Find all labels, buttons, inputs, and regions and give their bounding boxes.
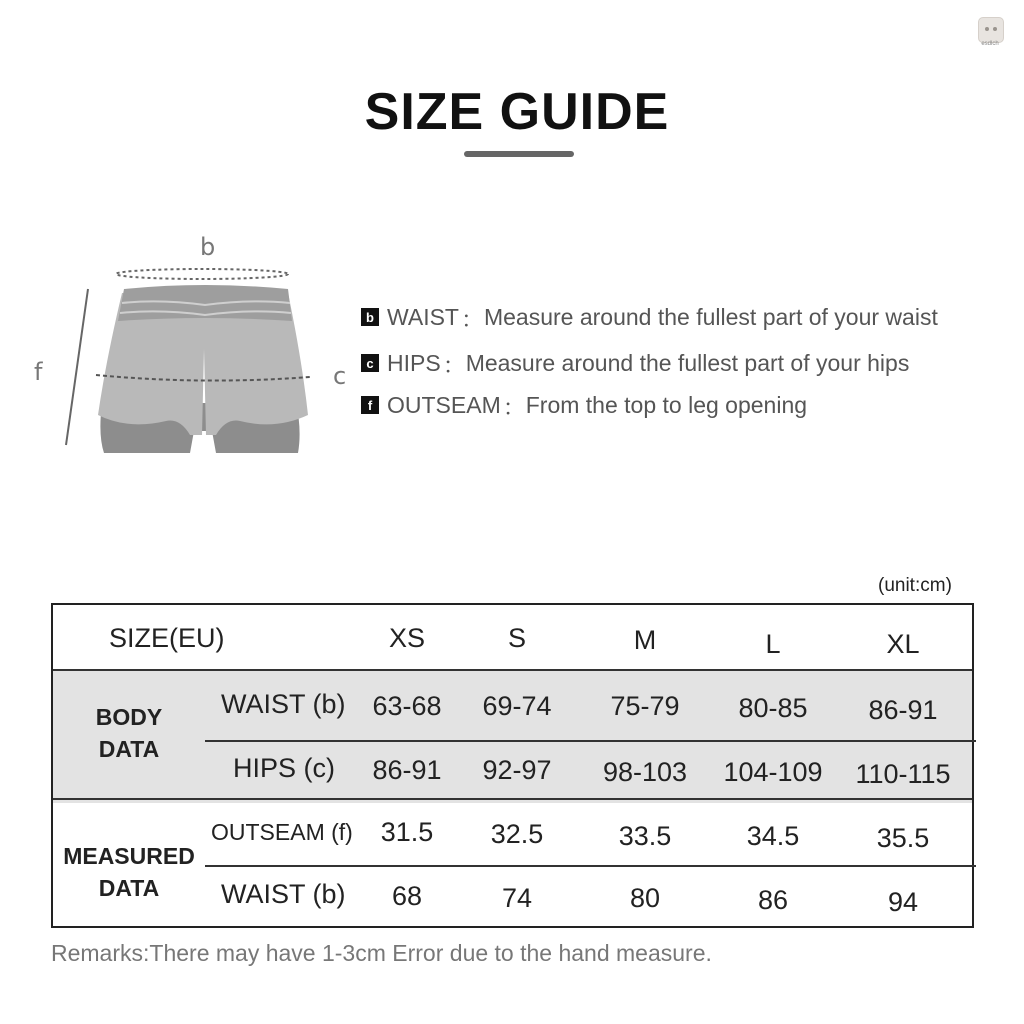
diagram-label-b: b [200, 233, 216, 261]
table-cell: 94 [887, 887, 919, 917]
table-cell: 86-91 [868, 695, 938, 725]
size-col-header: L [765, 629, 781, 659]
page-title: SIZE GUIDE [364, 83, 670, 141]
legend-name: WAIST [387, 303, 459, 330]
table-cell: 74 [501, 883, 533, 913]
title-underline [464, 151, 574, 157]
diagram-label-f: f [34, 358, 43, 386]
table-cell: 68 [391, 881, 423, 911]
unit-label: (unit:cm) [878, 575, 952, 596]
table-cell: 86 [757, 885, 789, 915]
table-cell: 80-85 [738, 693, 808, 723]
diagram-label-c: c [333, 362, 347, 390]
legend-description: Measure around the fullest part of your hips [465, 349, 910, 376]
legend-key-c: c [361, 354, 379, 372]
group-label-line: DATA [98, 875, 160, 901]
outseam-measure-line [66, 289, 88, 445]
table-cell: 69-74 [482, 691, 552, 721]
size-col-header: M [633, 625, 657, 655]
waist-measure-line [116, 269, 288, 279]
table-cell: 104-109 [723, 757, 823, 787]
shorts-illustration [30, 225, 360, 460]
legend-name: HIPS [387, 349, 441, 376]
group-label-line: BODY [95, 704, 163, 730]
table-cell: 32.5 [490, 819, 544, 849]
table-cell: 80 [629, 883, 661, 913]
group-label-body-data [63, 701, 195, 765]
legend-separator: ： [460, 305, 484, 332]
table-rule [53, 798, 972, 800]
legend-separator: ： [442, 351, 466, 378]
size-col-header: XL [886, 629, 920, 659]
table-cell: 31.5 [380, 817, 434, 847]
table-cell: 86-91 [372, 755, 442, 785]
legend-description: Measure around the fullest part of your waist [483, 303, 938, 330]
size-table [51, 603, 974, 928]
row-label-measured-waist: WAIST (b) [221, 879, 346, 909]
row-label-body-waist: WAIST (b) [221, 689, 346, 719]
legend-hips [361, 348, 909, 378]
table-cell: 33.5 [618, 821, 672, 851]
table-rule [205, 740, 976, 742]
row-label-body-hips: HIPS (c) [233, 753, 336, 783]
legend-key-f: f [361, 396, 379, 414]
size-header: SIZE(EU) [109, 623, 225, 653]
table-cell: 92-97 [482, 755, 552, 785]
brand-watermark-logo [978, 17, 1004, 43]
legend-waist [361, 302, 938, 332]
table-rule [53, 669, 972, 671]
table-cell: 34.5 [746, 821, 800, 851]
group-label-line: DATA [98, 736, 160, 762]
size-col-header: S [507, 623, 526, 653]
shorts-diagram [30, 225, 360, 460]
remarks-note: Remarks:There may have 1-3cm Error due to the hand measure. [51, 940, 712, 966]
table-cell: 98-103 [602, 757, 688, 787]
legend-name: OUTSEAM [387, 391, 501, 418]
brand-watermark-text: esdlch [981, 41, 999, 47]
legend-description: From the top to leg opening [525, 391, 808, 418]
table-rule [205, 865, 976, 867]
size-col-header: XS [388, 623, 426, 653]
table-cell: 63-68 [372, 691, 442, 721]
row-label-outseam: OUTSEAM (f) [211, 819, 353, 845]
legend-separator: ： [502, 393, 526, 420]
table-cell: 35.5 [876, 823, 930, 853]
group-label-line: MEASURED [63, 843, 195, 869]
group-label-measured-data [53, 840, 205, 904]
legend-key-b: b [361, 308, 379, 326]
table-cell: 75-79 [610, 691, 680, 721]
legend-outseam [361, 390, 807, 420]
table-cell: 110-115 [855, 759, 951, 789]
